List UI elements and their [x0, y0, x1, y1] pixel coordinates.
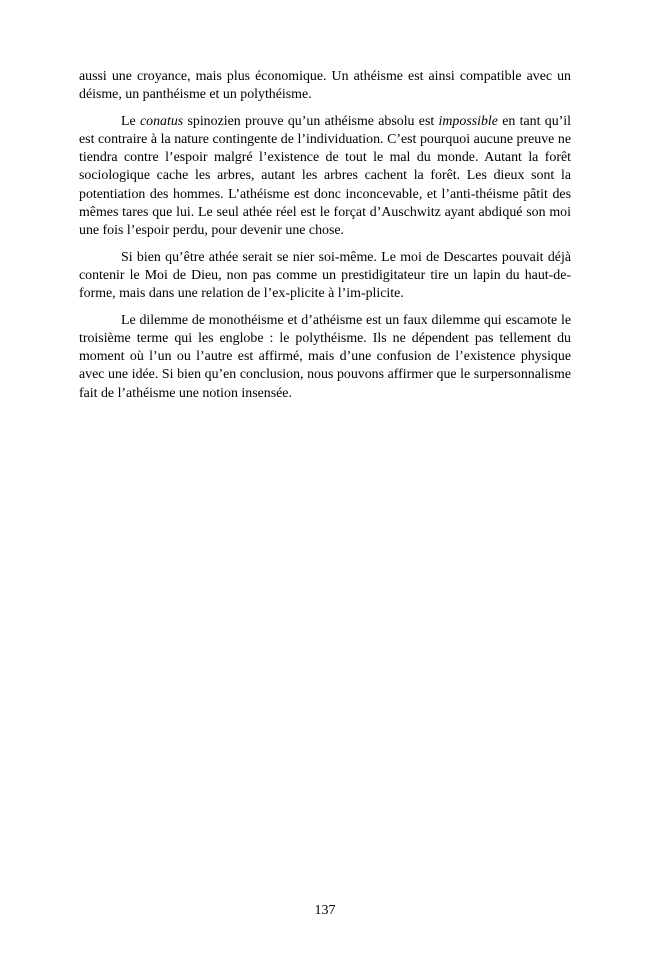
italic-text: impossible: [438, 113, 498, 129]
text-run: Si bien qu’être athée serait se nier soi-même. Le moi de Descartes pouvait déjà contenir le Moi de Dieu, non pas comme un prestidigitateur tire un lapin du haut-de-forme, mais dans une relation de l’ex-plicite à l’im-plicite.: [79, 249, 571, 302]
text-run: Le dilemme de monothéisme et d’athéisme est un faux dilemme qui escamote le troisième terme qui les englobe : le polythéisme. Ils ne dépendent pas tellement du moment où l’un ou l’autre est affirmé, mais d’une confusion de l’existence physique avec une idée. Si bien qu’en conclusion, nous pouvons affirmer que le surpersonnalisme fait de l’athéisme une notion insensée.: [79, 312, 571, 401]
paragraph: [79, 68, 571, 105]
page-number: 137: [314, 903, 336, 918]
italic-text: conatus: [139, 113, 184, 129]
text-run: Le: [121, 113, 140, 129]
paragraph: [79, 312, 571, 403]
text-run: en tant qu’il est contraire à la nature contingente de l’individuation. C’est pourquoi aucune preuve ne tiendra contre l’espoir malgré l’existence de tout le mal du monde. Autant la forêt sociologique cache les arbres, autant les arbres cachent la forêt. Les dieux sont la potentiation des hommes. L’athéisme est donc inconcevable, et l’anti-théisme pâtit des mêmes tares que lui. Le seul athée réel est le forçat d’Auschwitz ayant abdiqué son moi une fois l’espoir perdu, pour devenir une chose.: [79, 113, 572, 239]
text-run: spinozien prouve qu’un athéisme absolu est: [183, 113, 439, 129]
paragraph: [79, 249, 571, 304]
document-page: [79, 68, 571, 411]
paragraph: [79, 113, 571, 241]
text-run: aussi une croyance, mais plus économique. Un athéisme est ainsi compatible avec un déisme, un panthéisme et un polythéisme.: [79, 69, 571, 103]
